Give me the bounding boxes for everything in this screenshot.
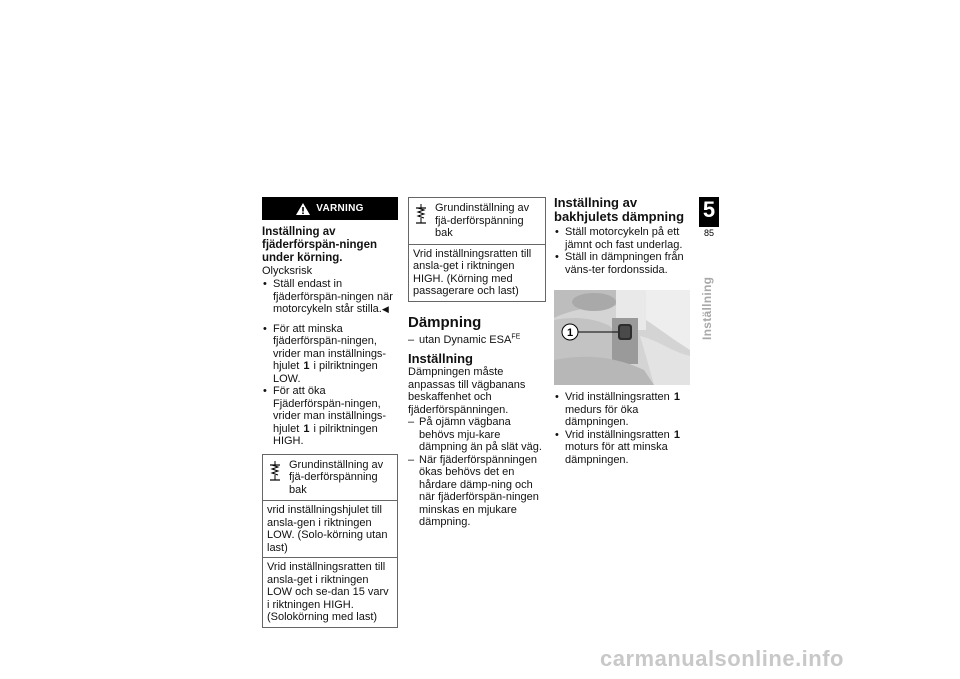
setting-row: vrid inställningshjulet till ansla-gen i riktningen LOW. (Solo-körning utan last) <box>263 501 397 558</box>
warning-label: VARNING <box>316 203 364 214</box>
variant-list <box>408 334 546 347</box>
warning-list <box>262 278 398 316</box>
section-title: Dämpning <box>408 313 482 331</box>
warning-header <box>262 197 398 220</box>
variant-code: FE <box>511 332 521 340</box>
setting-table <box>408 197 546 302</box>
photo-callout-label: 1 <box>566 327 574 339</box>
list-item: – När fjäderförspänningen ökas behövs det en hårdare dämp-ning och när fjäderförspän-ningen minskas en mjukare dämpning. <box>408 454 546 529</box>
adjust-list <box>262 323 398 448</box>
callout-number: 1 <box>673 391 680 403</box>
end-marker-icon: ◀ <box>381 304 389 314</box>
damping-adjuster-photo <box>554 290 690 385</box>
list-item: – utan Dynamic $ESA^{FE}$ <box>408 334 546 347</box>
list-item: • För att öka Fjäderförspän-ningen, vrider man inställnings-hjulet 1 i pilriktningen HIGH. <box>262 385 398 448</box>
column-3 <box>554 197 692 466</box>
list-item: • Ställ in dämpningen från väns-ter fordonssida. <box>554 251 692 276</box>
setting-row: Vrid inställningsratten till ansla-get i riktningen LOW och se-dan 15 varv i riktningen HIGH. (Solokörning med last) <box>267 561 389 623</box>
chapter-number: 5 <box>702 197 716 222</box>
spring-preload-icon <box>269 459 283 497</box>
spring-preload-icon <box>415 202 429 240</box>
list-item: • Vrid inställningsratten 1 moturs för att minska dämpningen. <box>554 429 692 467</box>
callout-number: 1 <box>303 422 310 435</box>
warning-triangle-icon <box>296 203 310 215</box>
prep-list <box>554 226 692 276</box>
intro-text: Dämpningen måste anpassas till vägbanans beskaffenhet och fjäderförspänningen. <box>408 366 526 416</box>
setting-row: Vrid inställningsratten till ansla-get i riktningen HIGH. (Körning med passagerare och last) <box>413 247 532 297</box>
watermark: carmanualsonline.info <box>600 646 844 671</box>
list-item: • För att minska fjäderförspän-ningen, vrider man inställnings-hjulet 1 i pilriktningen LOW. <box>262 323 398 386</box>
callout-number: 1 <box>303 360 310 372</box>
subsection-title: Inställning <box>408 351 473 366</box>
warning-title: Inställning av fjäderförspän-ningen under körning. <box>262 226 378 264</box>
setting-table <box>262 454 398 628</box>
setting-table-header: Grundinställning av fjä-derförspänning bak <box>409 198 545 245</box>
page-number: 85 <box>699 227 719 241</box>
list-item: • Vrid inställningsratten 1 medurs för öka dämpningen. <box>554 391 692 429</box>
list-item: – På ojämn vägbana behövs mju-kare dämpning än på slät väg. <box>408 416 546 454</box>
column-1 <box>262 197 398 628</box>
damping-steps <box>554 391 692 466</box>
column-2 <box>408 197 546 529</box>
setting-table-header: Grundinställning av fjä-derförspänning bak <box>263 455 397 502</box>
callout-number: 1 <box>673 428 680 441</box>
damping-notes <box>408 416 546 529</box>
list-item: • Ställ endast in fjäderförspän-ningen när motorcykeln står stilla.◀ <box>262 278 398 316</box>
chapter-label: Inställning <box>700 276 714 340</box>
warning-subtitle: Olycksrisk <box>262 265 313 277</box>
list-item: • Ställ motorcykeln på ett jämnt och fast underlag. <box>554 226 692 251</box>
section-title: Inställning av bakhjulets dämpning <box>554 195 685 224</box>
